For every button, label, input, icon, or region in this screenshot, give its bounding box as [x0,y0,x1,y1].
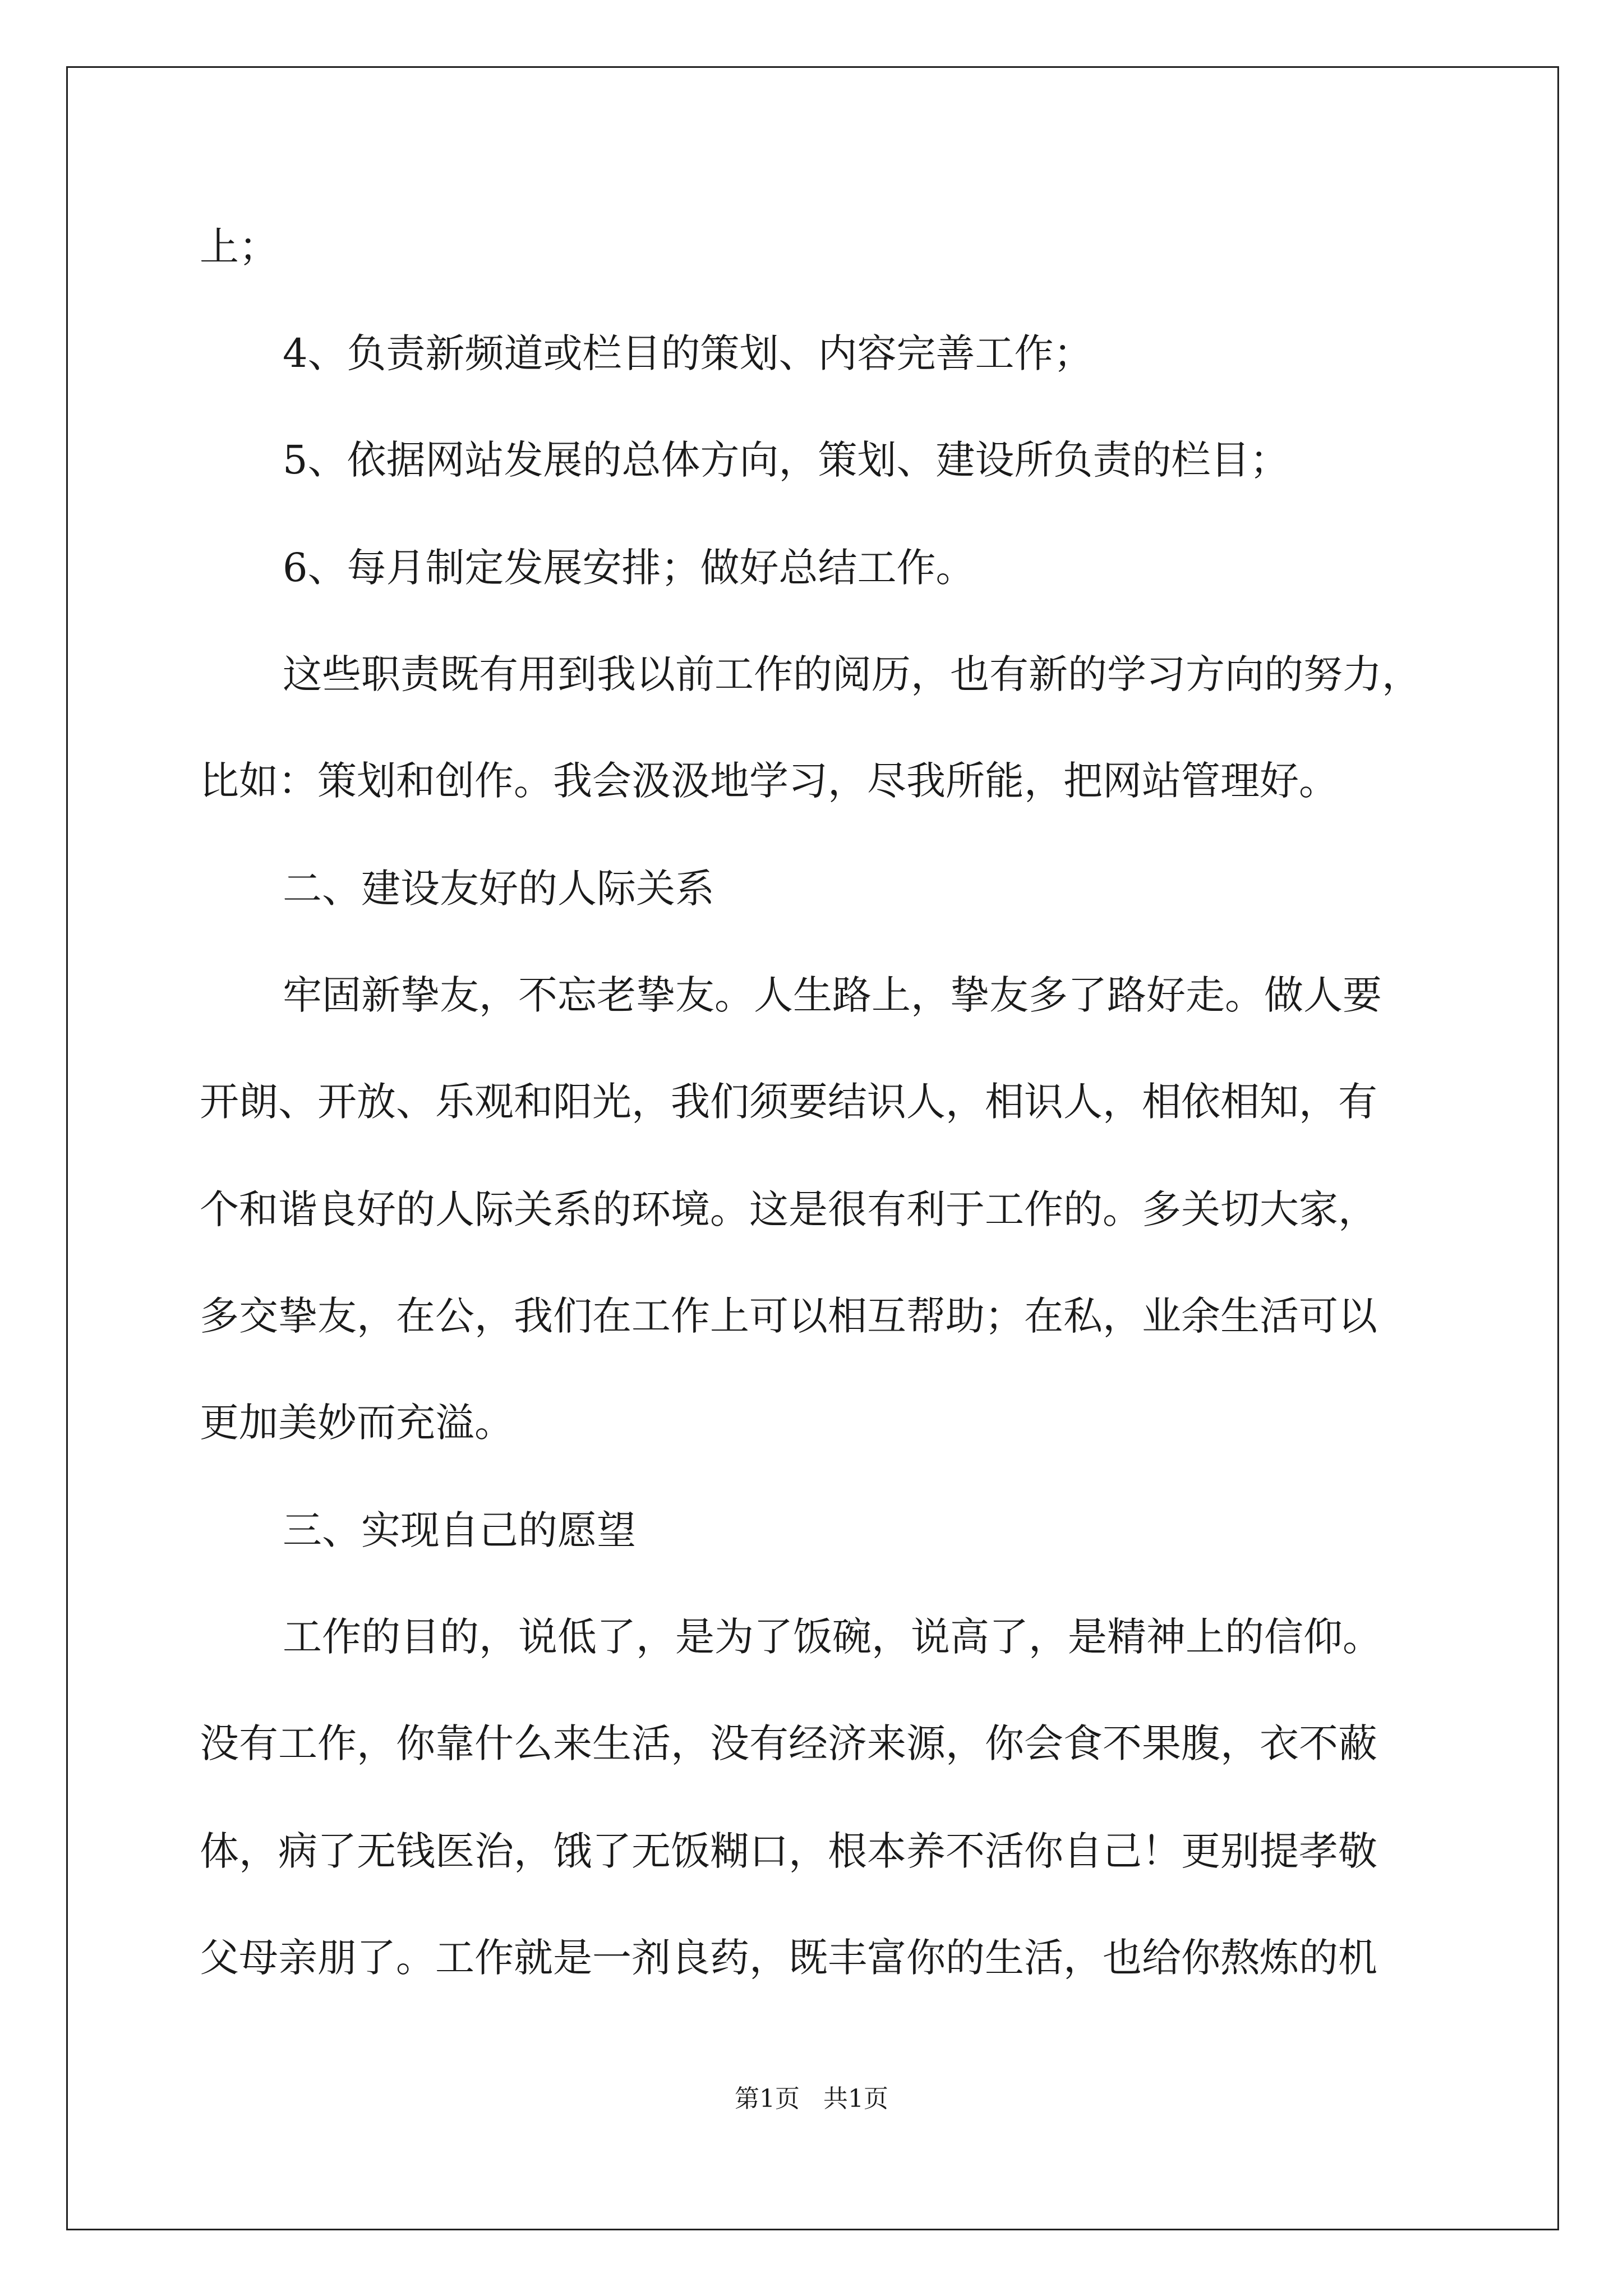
text-line: 个和谐良好的人际关系的环境。这是很有利于工作的。多关切大家， [200,1186,1377,1232]
text-line: 工作的目的，说低了，是为了饭碗，说高了，是精神上的信仰。 [283,1614,1382,1660]
text-line: 4、负责新频道或栏目的策划、内容完善工作； [283,330,1093,376]
text-line: 这些职责既有用到我以前工作的阅历，也有新的学习方向的努力， [283,651,1421,697]
text-line: 上； [200,224,278,270]
page-footer: 第1页 共1页 [735,2085,888,2113]
page-border [66,66,1559,2230]
text-line: 5、依据网站发展的总体方向，策划、建设所负责的栏目； [283,437,1289,483]
text-line: 6、每月制定发展安排；做好总结工作。 [283,545,975,591]
text-line: 没有工作，你靠什么来生活，没有经济来源，你会食不果腹，衣不蔽 [200,1720,1377,1766]
text-line: 开朗、开放、乐观和阳光，我们须要结识人，相识人，相依相知，有 [200,1079,1377,1125]
text-line: 体，病了无钱医治，饿了无饭糊口，根本养不活你自己！更别提孝敬 [200,1828,1377,1874]
section-heading: 三、实现自己的愿望 [283,1507,636,1553]
text-line: 父母亲朋了。工作就是一剂良药，既丰富你的生活，也给你熬炼的机 [200,1935,1377,1981]
text-line: 牢固新挚友，不忘老挚友。人生路上，挚友多了路好走。做人要 [283,972,1382,1018]
text-line: 比如：策划和创作。我会汲汲地学习，尽我所能，把网站管理好。 [200,758,1338,804]
text-line: 多交挚友，在公，我们在工作上可以相互帮助；在私，业余生活可以 [200,1293,1377,1339]
section-heading: 二、建设友好的人际关系 [283,866,714,912]
text-line: 更加美妙而充溢。 [200,1400,514,1446]
